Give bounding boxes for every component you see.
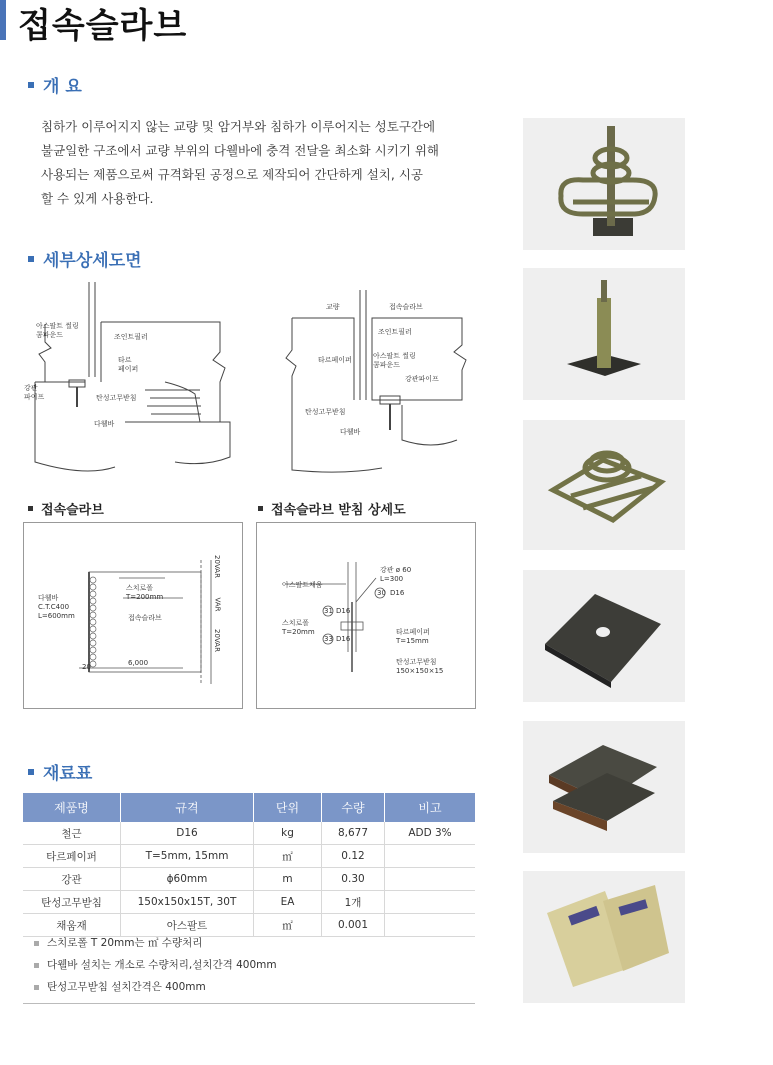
cell bbox=[385, 845, 476, 868]
label-steel-pipe: 강관 파이프 bbox=[24, 384, 45, 401]
right-detail-diagram bbox=[282, 290, 472, 475]
bearing-styrofoam-label: 스치로폴 T=20mm bbox=[282, 619, 315, 636]
bearing-rubber-label: 탄성고무받침 150×150×15 bbox=[396, 658, 444, 675]
cell: 탄성고무받침 bbox=[23, 891, 121, 914]
table-header-row bbox=[23, 793, 475, 822]
table-row bbox=[23, 845, 475, 868]
overview-line: 할 수 있게 사용한다. bbox=[41, 191, 154, 206]
label-rubber-bearing: 탄성고무받침 bbox=[96, 394, 137, 402]
note-item: 스치로폴 T 20mm는 ㎡ 수량처리 bbox=[34, 932, 277, 954]
cell: 0.001 bbox=[322, 914, 385, 937]
cell: 0.30 bbox=[322, 868, 385, 891]
table-row bbox=[23, 868, 475, 891]
col-header: 비고 bbox=[385, 793, 476, 822]
bullet-icon bbox=[28, 82, 34, 88]
table-row bbox=[23, 822, 475, 845]
bearing-d16-a: D16 bbox=[390, 589, 405, 597]
label-steel-pipe-right: 강관파이프 bbox=[405, 375, 439, 383]
bearing-detail-heading: 접속슬라브 받침 상세도 bbox=[258, 499, 406, 518]
cell: 150x150x15T, 30T bbox=[121, 891, 254, 914]
bearing-asphalt-label: 아스팔트채움 bbox=[282, 581, 323, 589]
cell: kg bbox=[254, 822, 322, 845]
col-header: 제품명 bbox=[23, 793, 121, 822]
label-asphalt-right: 아스팔트 씰링 콤파운드 bbox=[373, 352, 416, 369]
col-header: 규격 bbox=[121, 793, 254, 822]
square-bullet-icon bbox=[28, 506, 33, 511]
cell bbox=[385, 868, 476, 891]
cell: EA bbox=[254, 891, 322, 914]
bearing-plate-image bbox=[523, 570, 685, 702]
cell: T=5mm, 15mm bbox=[121, 845, 254, 868]
label-tar-paper: 타르 페이퍼 bbox=[118, 356, 139, 373]
slab-plan-heading: 접속슬라브 bbox=[28, 499, 104, 518]
col-header: 수량 bbox=[322, 793, 385, 822]
square-bullet-icon bbox=[34, 985, 39, 990]
bearing-plate-photo bbox=[523, 570, 685, 702]
bullet-icon bbox=[28, 256, 34, 262]
cell: D16 bbox=[121, 822, 254, 845]
rebar-spiral-image bbox=[523, 420, 685, 550]
square-bullet-icon bbox=[34, 963, 39, 968]
plan-dim-20: 20 bbox=[82, 663, 91, 671]
steel-pipe-image bbox=[523, 268, 685, 400]
table-row bbox=[23, 891, 475, 914]
cell bbox=[385, 914, 476, 937]
bearing-detail-drawing bbox=[256, 522, 474, 707]
square-bullet-icon bbox=[34, 941, 39, 946]
plan-dim-6000: 6,000 bbox=[128, 659, 149, 667]
materials-heading: 재료표 bbox=[28, 759, 92, 784]
cell: ADD 3% bbox=[385, 822, 476, 845]
cell: ϕ60mm bbox=[121, 868, 254, 891]
plan-var-top: 20VAR bbox=[212, 555, 221, 578]
bearing-n31: 31 bbox=[324, 607, 333, 615]
overview-heading: 개 요 bbox=[28, 72, 82, 97]
label-joint-filler: 조인트필러 bbox=[114, 333, 148, 341]
overview-line: 불균일한 구조에서 교량 부위의 다웰바에 충격 전달을 최소화 시키기 위해 bbox=[41, 143, 440, 158]
label-tar-paper-right: 타르페이퍼 bbox=[318, 356, 352, 364]
rebar-cage-image bbox=[523, 118, 685, 250]
plan-var-mid: VAR bbox=[213, 597, 222, 612]
cell: m bbox=[254, 868, 322, 891]
plan-slab-label: 접속슬라브 bbox=[128, 614, 162, 622]
left-detail-diagram bbox=[25, 282, 240, 477]
steel-pipe-photo bbox=[523, 268, 685, 400]
plan-dowel-label: 다웰바 C.T.C400 L=600mm bbox=[38, 594, 75, 620]
bearing-n33: 33 bbox=[324, 635, 333, 643]
rubber-pad-image bbox=[523, 721, 685, 853]
rebar-cage-photo bbox=[523, 118, 685, 250]
label-joint-filler-right: 조인트필러 bbox=[378, 328, 412, 336]
asphalt-bag-image bbox=[523, 871, 685, 1003]
label-dowel-right: 다웰바 bbox=[340, 428, 361, 436]
bearing-tar-label: 타르페이퍼 T=15mm bbox=[396, 628, 430, 645]
cell: 8,677 bbox=[322, 822, 385, 845]
cell: 1개 bbox=[322, 891, 385, 914]
label-asphalt: 아스팔트 씰링 콤파운드 bbox=[36, 322, 79, 339]
dowel-circles bbox=[90, 577, 96, 667]
overview-line: 사용되는 제품으로써 규격화된 공정으로 제작되어 간단하게 설치, 시공 bbox=[41, 167, 423, 182]
cell: ㎡ bbox=[254, 914, 322, 937]
label-slab: 접속슬라브 bbox=[389, 303, 423, 311]
note-item: 다웰바 설치는 개소로 수량처리,설치간격 400mm bbox=[34, 954, 277, 976]
bearing-d16-b: D16 bbox=[336, 607, 351, 615]
detail-heading: 세부상세도면 bbox=[28, 246, 142, 271]
square-bullet-icon bbox=[258, 506, 263, 511]
col-header: 단위 bbox=[254, 793, 322, 822]
title-accent-bar bbox=[0, 0, 6, 40]
cell bbox=[385, 891, 476, 914]
cell: ㎡ bbox=[254, 845, 322, 868]
label-rubber-bearing-right: 탄성고무받침 bbox=[305, 408, 346, 416]
plan-styrofoam-label: 스치로폴 T=200mm bbox=[126, 584, 164, 601]
rubber-pad-photo bbox=[523, 721, 685, 853]
cell: 0.12 bbox=[322, 845, 385, 868]
bearing-n30: 30 bbox=[377, 589, 386, 597]
cell: 아스팔트 bbox=[121, 914, 254, 937]
materials-table bbox=[23, 793, 475, 937]
cell: 철근 bbox=[23, 822, 121, 845]
bottom-divider bbox=[23, 1003, 475, 1004]
label-bridge: 교량 bbox=[326, 303, 340, 311]
asphalt-bag-photo bbox=[523, 871, 685, 1003]
rebar-spiral-photo bbox=[523, 420, 685, 550]
bearing-d16-c: D16 bbox=[336, 635, 351, 643]
note-item: 탄성고무받침 설치간격은 400mm bbox=[34, 976, 277, 998]
page-title: 접속슬라브 bbox=[18, 6, 188, 46]
materials-notes bbox=[34, 932, 277, 998]
bearing-steel-label: 강관 ø 60 L=300 bbox=[380, 566, 412, 583]
plan-var-bot: 20VAR bbox=[212, 629, 221, 652]
label-dowel: 다웰바 bbox=[94, 420, 115, 428]
overview-line: 침하가 이루어지지 않는 교량 및 암거부와 침하가 이루어지는 성토구간에 bbox=[41, 119, 436, 134]
cell: 타르페이퍼 bbox=[23, 845, 121, 868]
cell: 강관 bbox=[23, 868, 121, 891]
bullet-icon bbox=[28, 769, 34, 775]
cell: 채움재 bbox=[23, 914, 121, 937]
overview-text bbox=[41, 115, 441, 211]
